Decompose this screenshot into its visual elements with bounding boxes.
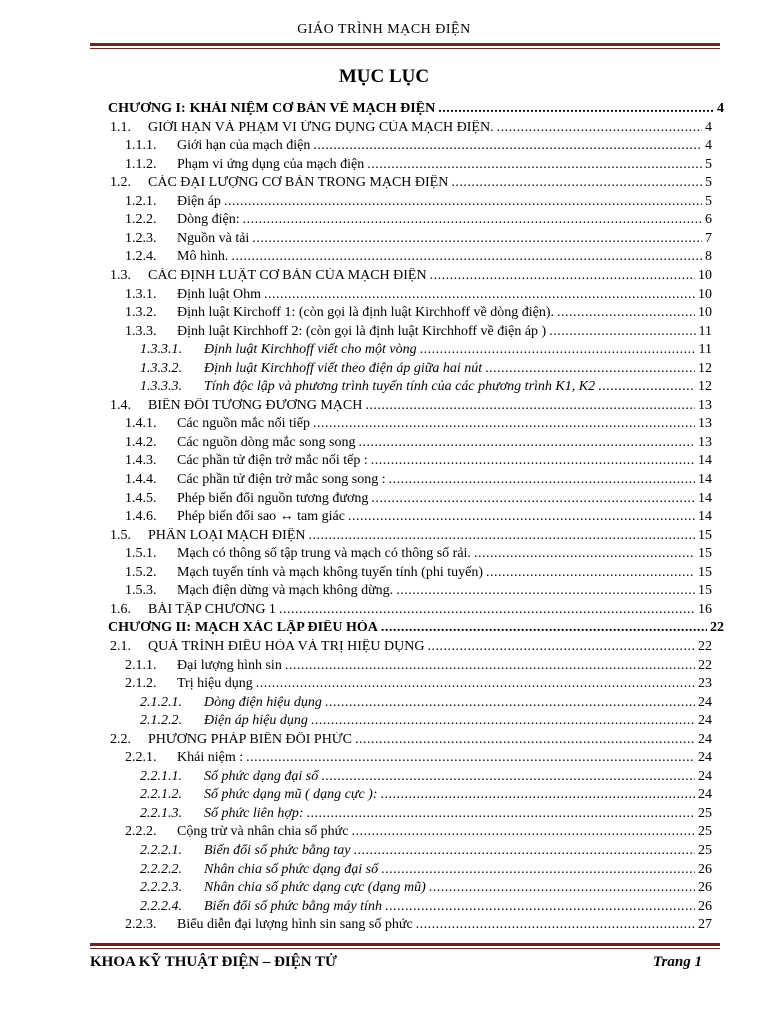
- toc-entry[interactable]: [125, 824, 712, 842]
- toc-leader-dots: [396, 583, 695, 599]
- footer-rule-thin: [90, 948, 720, 949]
- toc-entry-title: Điện áp: [177, 193, 221, 209]
- toc-entry-title: Số phức dạng đại số: [204, 768, 319, 784]
- toc-entry[interactable]: [125, 917, 712, 935]
- toc-entry-number: 2.2.1.: [125, 750, 157, 766]
- toc-entry-page: 10: [698, 267, 712, 283]
- toc-entry-number: CHƯƠNG II:: [108, 620, 192, 636]
- toc-leader-dots: [313, 416, 695, 432]
- toc-leader-dots: [416, 917, 695, 933]
- toc-entry-number: 1.4.1.: [125, 416, 157, 432]
- toc-leader-dots: [351, 824, 695, 840]
- toc-entry[interactable]: [125, 546, 712, 564]
- toc-entry-title: Dòng điện:: [177, 212, 240, 228]
- toc-entry-title: Khái niệm :: [177, 750, 244, 766]
- toc-entry-title: Cộng trừ và nhân chia số phức: [177, 824, 349, 840]
- toc-entry[interactable]: [125, 194, 712, 212]
- toc-entry-number: 1.4.2.: [125, 434, 157, 450]
- toc-entry[interactable]: [125, 509, 712, 527]
- toc-entry-page: 26: [698, 898, 712, 914]
- toc-entry-number: 2.1.1.: [125, 657, 157, 673]
- toc-entry-title: Nguồn và tải: [177, 230, 250, 246]
- toc-leader-dots: [429, 880, 695, 896]
- toc-leader-dots: [485, 361, 695, 377]
- toc-entry-page: 5: [705, 156, 712, 172]
- toc-entry[interactable]: [125, 435, 712, 453]
- toc-entry-number: 2.2.1.2.: [140, 787, 182, 803]
- toc-leader-dots: [381, 787, 695, 803]
- toc-entry[interactable]: [140, 899, 712, 917]
- toc-entry[interactable]: [140, 862, 712, 880]
- toc-entry-number: 2.2.2.4.: [140, 898, 182, 914]
- toc-leader-dots: [353, 843, 695, 859]
- toc-leader-dots: [420, 342, 696, 358]
- toc-entry-title: CÁC ĐỊNH LUẬT CƠ BẢN CỦA MẠCH ĐIỆN: [148, 267, 427, 283]
- toc-leader-dots: [306, 806, 695, 822]
- toc-entry-number: 1.4.6.: [125, 509, 157, 525]
- toc-entry[interactable]: [125, 305, 712, 323]
- toc-entry-page: 7: [705, 230, 712, 246]
- toc-entry-title: Định luật Ohm: [177, 286, 261, 302]
- toc-entry-number: 2.2.1.3.: [140, 805, 182, 821]
- toc-entry[interactable]: [140, 361, 712, 379]
- toc-leader-dots: [438, 101, 714, 117]
- toc-entry-page: 14: [698, 453, 712, 469]
- toc-entry-title: Nhân chia số phức dạng đại số: [204, 861, 379, 877]
- toc-leader-dots: [311, 713, 695, 729]
- toc-entry[interactable]: [125, 157, 712, 175]
- toc-entry-page: 22: [710, 620, 724, 636]
- toc-entry[interactable]: [140, 379, 712, 397]
- toc-entry-page: 16: [698, 601, 712, 617]
- toc-entry-title: Nhân chia số phức dạng cực (dạng mũ): [204, 880, 426, 896]
- toc-entry-title: Phép biến đổi sao ↔ tam giác: [177, 509, 345, 525]
- toc-entry-title: Định luật Kirchhoff viết cho một vòng: [204, 342, 417, 358]
- toc-title: MỤC LỤC: [338, 66, 430, 87]
- toc-entry-number: 1.3.3.3.: [140, 379, 182, 395]
- header-rule-thick: [90, 43, 720, 46]
- toc-entry[interactable]: [125, 287, 712, 305]
- toc-entry-title: Trị hiệu dụng: [177, 676, 253, 692]
- toc-entry-page: 13: [698, 434, 712, 450]
- toc-entry-page: 4: [705, 119, 712, 135]
- toc-entry-page: 15: [698, 564, 712, 580]
- toc-entry-page: 4: [717, 101, 724, 116]
- toc-entry[interactable]: [140, 342, 712, 360]
- toc-entry-number: 1.4.3.: [125, 453, 157, 469]
- toc-leader-dots: [371, 491, 695, 507]
- toc-entry-title: Định luật Kirchhoff 2: (còn gọi là định luật Kirchhoff về điện áp ): [177, 323, 547, 339]
- toc-entry[interactable]: [125, 453, 712, 471]
- toc-entry-title: Điện áp hiệu dụng: [204, 713, 308, 729]
- toc-entry-title: Số phức dạng mũ ( dạng cực ):: [204, 787, 378, 803]
- toc-entry[interactable]: [110, 639, 712, 657]
- toc-entry[interactable]: [140, 880, 712, 898]
- toc-entry[interactable]: [140, 843, 712, 861]
- toc-entry-title: Các nguồn dòng mắc song song: [177, 434, 356, 450]
- toc-entry-page: 13: [698, 397, 712, 413]
- toc-entry-number: 1.3.: [110, 267, 131, 283]
- toc-entry-page: 25: [698, 824, 712, 840]
- toc-entry-title: MẠCH XÁC LẬP ĐIỀU HÒA: [195, 620, 378, 636]
- toc-entry[interactable]: [125, 565, 712, 583]
- toc-entry-title: Định luật Kirchoff 1: (còn gọi là định luật Kirchhoff về dòng điện).: [177, 305, 555, 321]
- toc-entry-number: 2.1.2.1.: [140, 694, 182, 710]
- toc-entry[interactable]: [110, 732, 712, 750]
- toc-leader-dots: [313, 138, 702, 154]
- toc-leader-dots: [325, 695, 695, 711]
- toc-entry-number: 2.1.: [110, 638, 131, 654]
- toc-entry-page: 26: [698, 861, 712, 877]
- toc-entry-title: Mạch điện dừng và mạch không dừng.: [177, 583, 394, 599]
- toc-entry-title: Tính độc lập và phương trình tuyến tính của các phương trình K1, K2: [204, 379, 596, 395]
- toc-entry-number: 1.2.: [110, 175, 131, 191]
- toc-entry-number: 1.5.: [110, 527, 131, 543]
- toc-leader-dots: [224, 194, 702, 210]
- header-rule-thin: [90, 48, 720, 49]
- toc-entry-page: 15: [698, 527, 712, 543]
- toc-entry[interactable]: [110, 602, 712, 620]
- toc-entry[interactable]: [140, 713, 712, 731]
- toc-entry-number: 1.3.3.2.: [140, 360, 182, 376]
- toc-entry-number: 1.1.2.: [125, 156, 157, 172]
- toc-entry-page: 4: [705, 138, 712, 154]
- toc-entry[interactable]: [125, 491, 712, 509]
- toc-entry[interactable]: [110, 398, 712, 416]
- toc-leader-dots: [348, 509, 695, 525]
- toc-entry-title: Mạch có thông số tập trung và mạch có thông số rải.: [177, 546, 471, 562]
- toc-entry-page: 14: [698, 490, 712, 506]
- toc-entry-page: 27: [698, 917, 712, 933]
- toc-entry-number: 1.2.4.: [125, 249, 157, 265]
- toc-entry-number: 1.5.2.: [125, 564, 157, 580]
- toc-entry[interactable]: [125, 416, 712, 434]
- toc-leader-dots: [321, 769, 695, 785]
- toc-entry[interactable]: [125, 583, 712, 601]
- toc-entry-number: 1.2.2.: [125, 212, 157, 228]
- toc-entry-page: 24: [698, 694, 712, 710]
- toc-entry-number: 2.1.2.: [125, 676, 157, 692]
- toc-entry-title: Các phần tử điện trở mắc nối tếp :: [177, 453, 368, 469]
- toc-entry-number: 2.2.2.3.: [140, 880, 182, 896]
- toc-entry-title: Định luật Kirchhoff viết theo điện áp giữa hai nút: [204, 360, 483, 376]
- toc-entry-page: 26: [698, 880, 712, 896]
- toc-entry[interactable]: [125, 472, 712, 490]
- toc-entry[interactable]: [125, 231, 712, 249]
- toc-leader-dots: [365, 398, 695, 414]
- toc-entry[interactable]: [110, 120, 712, 138]
- toc-entry-title: Số phức liên hợp:: [204, 805, 304, 821]
- toc-leader-dots: [381, 620, 707, 636]
- toc-entry[interactable]: [125, 249, 712, 267]
- toc-entry-page: 13: [698, 416, 712, 432]
- toc-entry-page: 5: [705, 193, 712, 209]
- toc-entry-title: BÀI TẬP CHƯƠNG 1: [148, 601, 276, 617]
- toc-leader-dots: [371, 453, 695, 469]
- toc-entry-page: 24: [698, 750, 712, 766]
- toc-leader-dots: [355, 732, 695, 748]
- toc-entry-number: 1.1.: [110, 119, 131, 135]
- toc-leader-dots: [309, 528, 696, 544]
- toc-leader-dots: [252, 231, 702, 247]
- toc-entry[interactable]: [125, 750, 712, 768]
- toc-leader-dots: [279, 602, 695, 618]
- toc-entry-number: 1.3.3.: [125, 323, 157, 339]
- toc-entry-page: 14: [698, 509, 712, 525]
- toc-entry-number: 2.2.2.2.: [140, 861, 182, 877]
- toc-entry-number: 2.2.2.: [125, 824, 157, 840]
- toc-entry[interactable]: [140, 787, 712, 805]
- toc-leader-dots: [246, 750, 695, 766]
- toc-leader-dots: [256, 676, 695, 692]
- toc-entry-number: CHƯƠNG I:: [108, 101, 186, 116]
- toc-leader-dots: [549, 324, 695, 340]
- toc-chapter-entry[interactable]: [108, 620, 724, 638]
- toc-entry-page: 6: [705, 212, 712, 228]
- toc-entry-page: 15: [698, 583, 712, 599]
- toc-entry-page: 15: [698, 546, 712, 562]
- toc-entry-number: 1.3.1.: [125, 286, 157, 302]
- toc-leader-dots: [385, 899, 695, 915]
- toc-leader-dots: [557, 305, 695, 321]
- toc-leader-dots: [389, 472, 695, 488]
- toc-entry-title: KHÁI NIỆM CƠ BẢN VỀ MẠCH ĐIỆN: [189, 101, 436, 116]
- toc-entry-title: Dòng điện hiệu dụng: [204, 694, 322, 710]
- toc-entry-page: 24: [698, 787, 712, 803]
- toc-entry-page: 12: [698, 360, 712, 376]
- toc-entry-number: 1.1.1.: [125, 138, 157, 154]
- toc-entry-title: QUÁ TRÌNH ĐIỀU HÒA VÀ TRỊ HIỆU DỤNG: [148, 638, 425, 654]
- toc-entry[interactable]: [140, 769, 712, 787]
- toc-entry-title: CÁC ĐẠI LƯỢNG CƠ BẢN TRONG MẠCH ĐIỆN: [148, 175, 449, 191]
- toc-entry[interactable]: [125, 212, 712, 230]
- footer-rule-thick: [90, 943, 720, 946]
- toc-entry[interactable]: [140, 806, 712, 824]
- toc-leader-dots: [474, 546, 695, 562]
- toc-entry-number: 2.2.2.1.: [140, 843, 182, 858]
- toc-entry[interactable]: [110, 268, 712, 286]
- toc-entry-page: 22: [698, 657, 712, 673]
- toc-entry-title: Các phần tử điện trở mắc song song :: [177, 472, 386, 487]
- toc-entry-title: Phép biến đổi nguồn tương đương: [177, 490, 369, 506]
- toc-entry-title: Giới hạn của mạch điện: [177, 138, 311, 154]
- toc-leader-dots: [285, 658, 695, 674]
- toc-entry-page: 24: [698, 768, 712, 784]
- toc-entry-page: 5: [705, 175, 712, 191]
- toc-entry-title: Mô hình.: [177, 249, 229, 265]
- toc-entry-page: 22: [698, 638, 712, 654]
- toc-entry-number: 2.1.2.2.: [140, 713, 182, 729]
- toc-entry-title: PHƯƠNG PHÁP BIẾN ĐỔI PHỨC: [148, 731, 353, 747]
- toc-entry-page: 25: [698, 805, 712, 821]
- toc-entry-number: 1.2.1.: [125, 193, 157, 209]
- toc-entry-title: Phạm vi ứng dụng của mạch điện: [177, 156, 365, 172]
- toc-entry-title: GIỚI HẠN VÀ PHẠM VI ỨNG DỤNG CỦA MẠCH ĐIỆN.: [148, 119, 494, 135]
- toc-leader-dots: [367, 157, 702, 173]
- toc-entry-title: Biến đổi số phức bằng tay: [204, 843, 351, 858]
- toc-entry[interactable]: [125, 324, 712, 342]
- toc-entry-title: Các nguồn mắc nối tiếp: [177, 416, 310, 432]
- toc-entry-number: 2.2.: [110, 731, 131, 747]
- toc-leader-dots: [451, 175, 702, 191]
- toc-entry-number: 1.5.3.: [125, 583, 157, 599]
- toc-entry-number: 1.5.1.: [125, 546, 157, 562]
- toc-entry-page: 11: [698, 342, 712, 358]
- footer-page-number: Trang 1: [652, 954, 702, 970]
- toc-entry-page: 25: [698, 843, 712, 858]
- toc-entry-number: 1.4.5.: [125, 490, 157, 506]
- toc-entry-number: 2.2.1.1.: [140, 768, 182, 784]
- toc-entry-number: 1.3.3.1.: [140, 342, 182, 358]
- toc-entry-title: Mạch tuyến tính và mạch không tuyến tính (phi tuyến): [177, 564, 483, 580]
- toc-entry-title: BIẾN ĐỔI TƯƠNG ĐƯƠNG MẠCH: [148, 397, 363, 413]
- toc-entry-page: 12: [698, 379, 712, 395]
- toc-leader-dots: [598, 379, 695, 395]
- toc-entry-number: 1.4.4.: [125, 472, 157, 487]
- toc-leader-dots: [428, 639, 696, 655]
- toc-leader-dots: [264, 287, 695, 303]
- toc-entry[interactable]: [140, 695, 712, 713]
- toc-entry-title: PHÂN LOẠI MẠCH ĐIỆN: [148, 527, 306, 543]
- toc-entry-page: 24: [698, 713, 712, 729]
- toc-entry-page: 10: [698, 286, 712, 302]
- page-header-title: GIÁO TRÌNH MẠCH ĐIỆN: [297, 22, 471, 37]
- toc-leader-dots: [358, 435, 695, 451]
- toc-entry-page: 8: [705, 249, 712, 265]
- toc-leader-dots: [486, 565, 695, 581]
- toc-chapter-entry[interactable]: [108, 101, 724, 119]
- toc-leader-dots: [381, 862, 695, 878]
- toc-entry-title: Biến đổi số phức bằng máy tính: [204, 898, 382, 914]
- toc-leader-dots: [231, 249, 702, 265]
- toc-entry-number: 1.2.3.: [125, 230, 157, 246]
- toc-entry-number: 1.3.2.: [125, 305, 157, 321]
- footer-department: KHOA KỸ THUẬT ĐIỆN – ĐIỆN TỬ: [90, 954, 337, 970]
- toc-entry[interactable]: [125, 658, 712, 676]
- toc-entry[interactable]: [110, 175, 712, 193]
- toc-entry[interactable]: [125, 676, 712, 694]
- toc-entry[interactable]: [110, 528, 712, 546]
- toc-leader-dots: [497, 120, 702, 136]
- toc-entry-page: 24: [698, 731, 712, 747]
- toc-leader-dots: [243, 212, 702, 228]
- toc-entry-title: Đại lượng hình sin: [177, 657, 282, 673]
- toc-entry-number: 1.6.: [110, 601, 131, 617]
- toc-leader-dots: [430, 268, 695, 284]
- toc-entry-number: 2.2.3.: [125, 917, 157, 933]
- toc-entry-page: 10: [698, 305, 712, 321]
- toc-entry-page: 11: [698, 323, 712, 339]
- toc-entry-title: Biểu diễn đại lượng hình sin sang số phức: [177, 917, 413, 933]
- toc-entry[interactable]: [125, 138, 712, 156]
- toc-entry-number: 1.4.: [110, 397, 131, 413]
- toc-entry-page: 23: [698, 676, 712, 692]
- toc-entry-page: 14: [698, 472, 712, 487]
